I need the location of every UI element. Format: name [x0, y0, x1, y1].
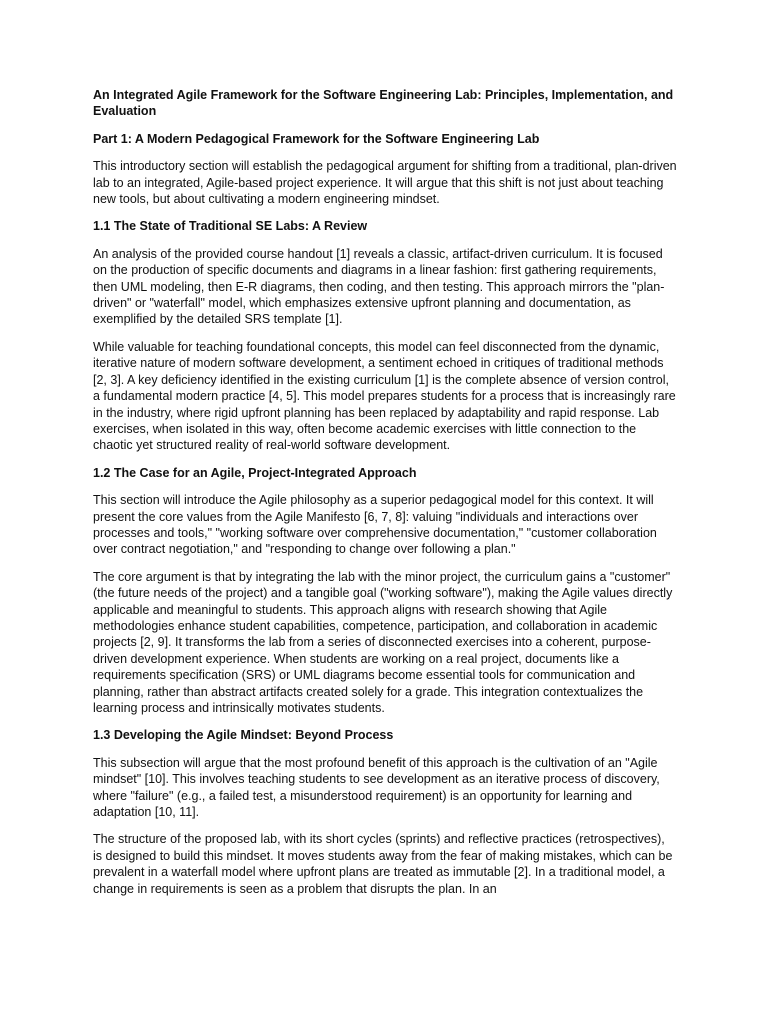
section-heading-1-3: 1.3 Developing the Agile Mindset: Beyond Process — [93, 728, 394, 743]
section-heading-1-2: 1.2 The Case for an Agile, Project-Integrated Approach — [93, 465, 417, 480]
section-heading-1-1: 1.1 The State of Traditional SE Labs: A Review — [93, 219, 368, 234]
section-1-1-paragraph-1: An analysis of the provided course handout [1] reveals a classic, artifact-driven curriculum. It is focused on the production of specific documents and diagrams in a linear fashion: first gathering requirements, then UML modeling, then E-R diagrams, then coding, and then testing. This approach mirrors the "plan-driven" or "waterfall" model, which emphasizes extensive upfront planning and documentation, as exemplified by the detailed SRS template [1]. — [93, 246, 665, 327]
section-1-3-paragraph-1: This subsection will argue that the most profound benefit of this approach is the cultivation of an "Agile mindset" [10]. This involves teaching students to see development as an iterative process of discovery, where "failure" (e.g., a failed test, a misunderstood requirement) is an opportunity for learning and adaptation [10, 11]. — [93, 755, 660, 820]
document-body — [93, 87, 677, 908]
document-title: An Integrated Agile Framework for the Software Engineering Lab: Principles, Implementation, and Evaluation — [93, 88, 674, 119]
intro-paragraph: This introductory section will establish the pedagogical argument for shifting from a traditional, plan-driven lab to an integrated, Agile-based project experience. It will argue that this shift is not just about teaching new tools, but about cultivating a modern engineering mindset. — [93, 159, 677, 207]
part-heading: Part 1: A Modern Pedagogical Framework for the Software Engineering Lab — [93, 131, 540, 146]
section-1-1-paragraph-2: While valuable for teaching foundational concepts, this model can feel disconnected from the dynamic, iterative nature of modern software development, a sentiment echoed in critiques of traditional methods [2, 3]. A key deficiency identified in the existing curriculum [1] is the complete absence of version control, a fundamental modern practice [4, 5]. This model prepares students for a process that is increasingly rare in the industry, where rigid upfront planning has been replaced by adaptability and rapid response. Lab exercises, when isolated in this way, often become academic exercises with little connection to the chaotic yet structured reality of real-world software development. — [93, 339, 676, 453]
section-1-2-paragraph-1: This section will introduce the Agile philosophy as a superior pedagogical model for this context. It will present the core values from the Agile Manifesto [6, 7, 8]: valuing "individuals and interactions over processes and tools," "working software over comprehensive documentation," "customer collaboration over contract negotiation," and "responding to change over following a plan." — [93, 493, 657, 557]
section-1-3-paragraph-2: The structure of the proposed lab, with its short cycles (sprints) and reflective practices (retrospectives), is designed to build this mindset. It moves students away from the fear of making mistakes, which can be prevalent in a waterfall model where upfront plans are treated as immutable [2]. In a traditional model, a change in requirements is seen as a problem that disrupts the plan. In an — [93, 832, 673, 896]
section-1-2-paragraph-2: The core argument is that by integrating the lab with the minor project, the curriculum gains a "customer" (the future needs of the project) and a tangible goal ("working software"), making the Agile values directly applicable and meaningful to students. This approach aligns with research showing that Agile methodologies enhance student capabilities, competence, participation, and collaboration in academic projects [2, 9]. It transforms the lab from a series of disconnected exercises into a coherent, purpose-driven development experience. When students are working on a real project, documents like a requirements specification (SRS) or UML diagrams become essential tools for communication and planning, rather than abstract artifacts created solely for a grade. This integration contextualizes the learning process and intrinsically motivates students. — [93, 569, 673, 715]
